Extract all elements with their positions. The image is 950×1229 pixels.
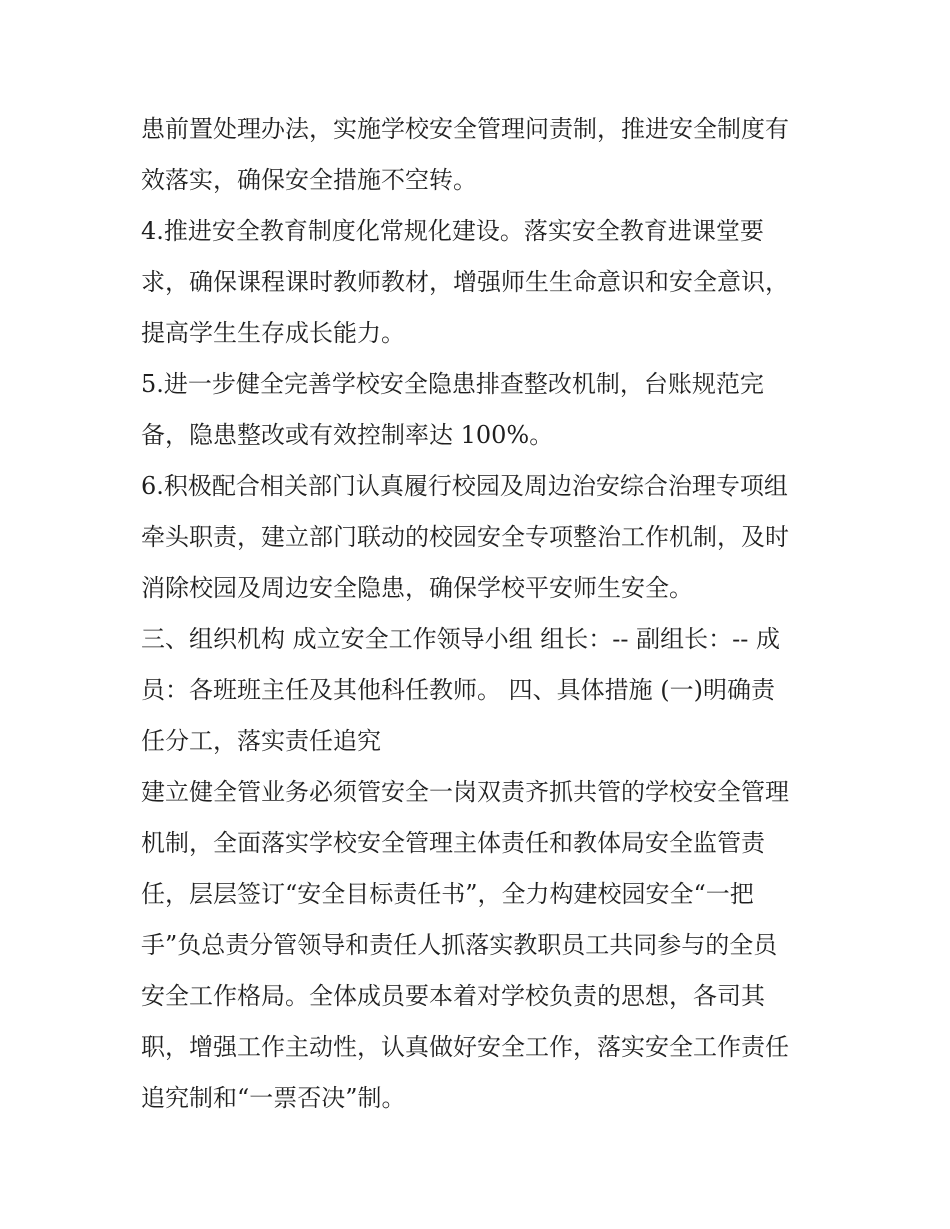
text-line: 求，确保课程课时教师教材，增强师生生命意识和安全意识， — [141, 268, 789, 296]
text-line: 任，层层签订“安全目标责任书”，全力构建校园安全“一把 — [141, 880, 754, 908]
text-line: 效落实，确保安全措施不空转。 — [141, 166, 477, 194]
text-line: 三、组织机构 成立安全工作领导小组 组长：-- 副组长：-- 成 — [141, 625, 780, 653]
text-line: 员：各班班主任及其他科任教师。 四、具体措施 (一)明确责 — [141, 676, 775, 704]
text-line: 建立健全管业务必须管安全一岗双责齐抓共管的学校安全管理 — [141, 778, 789, 806]
text-line: 备，隐患整改或有效控制率达 100%。 — [141, 421, 554, 449]
text-line: 任分工，落实责任追究 — [141, 727, 381, 755]
text-line: 安全工作格局。全体成员要本着对学校负责的思想，各司其 — [141, 982, 765, 1010]
text-line: 职，增强工作主动性，认真做好安全工作，落实安全工作责任 — [141, 1033, 789, 1061]
text-line: 机制，全面落实学校安全管理主体责任和教体局安全监管责 — [141, 829, 765, 857]
text-line: 4.推进安全教育制度化常规化建设。落实安全教育进课堂要 — [141, 217, 764, 245]
text-line: 消除校园及周边安全隐患，确保学校平安师生安全。 — [141, 574, 693, 602]
text-line: 患前置处理办法，实施学校安全管理问责制，推进安全制度有 — [141, 115, 789, 143]
text-line: 6.积极配合相关部门认真履行校园及周边治安综合治理专项组 — [141, 472, 788, 500]
text-line: 追究制和“一票否决”制。 — [141, 1084, 406, 1112]
document-body — [141, 104, 821, 1124]
text-line: 牵头职责，建立部门联动的校园安全专项整治工作机制，及时 — [141, 523, 789, 551]
text-line: 5.进一步健全完善学校安全隐患排查整改机制，台账规范完 — [141, 370, 764, 398]
text-line: 手”负总责分管领导和责任人抓落实教职员工共同参与的全员 — [141, 931, 778, 959]
text-line: 提高学生生存成长能力。 — [141, 319, 405, 347]
